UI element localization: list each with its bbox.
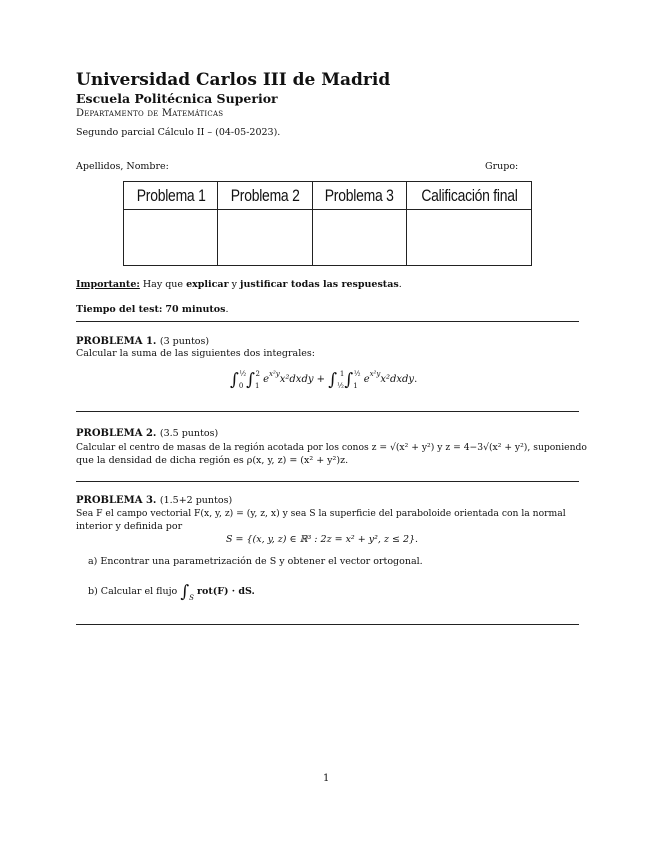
grade-cell-final[interactable] xyxy=(407,210,532,266)
time-note: Tiempo del test: 70 minutos. xyxy=(76,304,229,315)
grade-cell-1[interactable] xyxy=(124,210,218,266)
name-label: Apellidos, Nombre: xyxy=(76,161,169,172)
page-number: 1 xyxy=(323,773,330,784)
exam-title: Segundo parcial Cálculo II – (04-05-2023). xyxy=(76,127,281,138)
school-name: Escuela Politécnica Superior xyxy=(76,91,278,106)
important-note: Importante: Hay que explicar y justificar todas las respuestas. xyxy=(76,279,402,290)
problem-1-heading: PROBLEMA 1. (3 puntos) xyxy=(76,336,210,347)
university-title: Universidad Carlos III de Madrid xyxy=(76,70,391,90)
problem-2-statement-line-2: que la densidad de dicha región es ρ(x, y, z) = (x² + y²)z. xyxy=(76,455,349,466)
grade-cell-2[interactable] xyxy=(218,210,312,266)
divider-4 xyxy=(76,624,579,625)
problem-3-surface-definition: S = {(x, y, z) ∈ ℝ³ : 2z = x² + y², z ≤ 2}. xyxy=(226,534,419,545)
grade-cell-3[interactable] xyxy=(312,210,406,266)
header-problema-2: Problema 2 xyxy=(226,182,303,210)
problem-3-item-b: b) Calcular el flujo $\int_S$ rot(F) · dS. xyxy=(88,582,255,602)
problem-2-statement-line-1: Calcular el centro de masas de la región acotada por los conos z = √(x² + y²) y z = 4−3√(x² + y²), suponiendo xyxy=(76,442,587,453)
problem-3-statement-line-1: Sea F el campo vectorial F(x, y, z) = (y, z, x) y sea S la superficie del paraboloide orientada con la normal xyxy=(76,508,566,519)
header-problema-1: Problema 1 xyxy=(132,182,209,210)
problem-1-integrals: $\int_0^{\frac{1}{2}}\int_1^2$ $e^{x^2y}x^2dxdy + \int_{\frac{1}{2}}^1\int_1^{\frac{1}{2}}$ $e^{x^2y}x^2dxdy$. xyxy=(230,370,418,390)
grades-table xyxy=(123,181,532,266)
header-problema-3: Problema 3 xyxy=(321,182,398,210)
problem-3-statement-line-2: interior y definida por xyxy=(76,521,183,532)
problem-3-item-a: a) Encontrar una parametrización de S y obtener el vector ortogonal. xyxy=(88,556,423,567)
group-label: Grupo: xyxy=(485,161,519,172)
divider-2 xyxy=(76,411,579,412)
header-calificacion-final: Calificación final xyxy=(418,182,521,210)
divider-1 xyxy=(76,321,579,322)
problem-2-heading: PROBLEMA 2. (3.5 puntos) xyxy=(76,428,219,439)
divider-3 xyxy=(76,481,579,482)
department-name: Departamento de Matemáticas xyxy=(76,108,224,119)
problem-3-heading: PROBLEMA 3. (1.5+2 puntos) xyxy=(76,495,233,506)
problem-1-statement: Calcular la suma de las siguientes dos integrales: xyxy=(76,348,315,359)
